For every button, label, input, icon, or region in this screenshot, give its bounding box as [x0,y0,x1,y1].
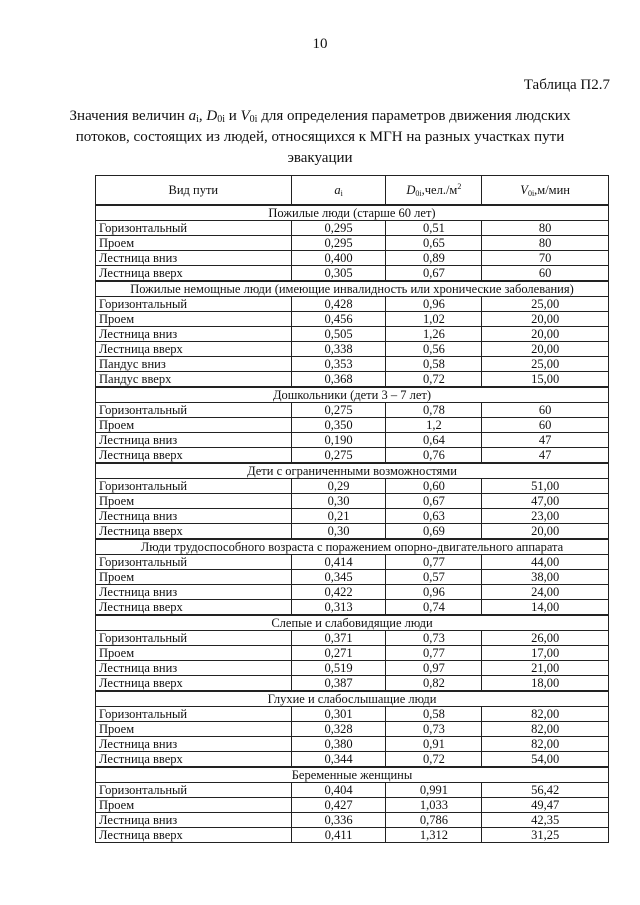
caption-v-subscript: 0i [249,114,258,125]
d-value-cell: 1,312 [386,828,482,843]
table-row [96,312,609,327]
d-value-cell: 0,73 [386,631,482,646]
v-value-cell: 25,00 [482,297,609,312]
v-value-cell: 60 [482,266,609,282]
table-row [96,357,609,372]
d-value-cell: 0,786 [386,813,482,828]
header-path-type: Вид пути [96,176,292,206]
d-value-cell: 0,63 [386,509,482,524]
v-value-cell: 70 [482,251,609,266]
path-type-cell: Лестница вниз [96,509,292,524]
d-value-cell: 0,69 [386,524,482,540]
group-header-row [96,767,609,783]
table-row [96,251,609,266]
group-title: Беременные женщины [96,767,609,783]
table-row [96,418,609,433]
a-value-cell: 0,190 [291,433,386,448]
a-value-cell: 0,414 [291,555,386,570]
header-a-subscript: i [340,189,343,198]
path-type-cell: Горизонтальный [96,783,292,798]
table-body [96,205,609,843]
group-header-row [96,615,609,631]
table-row [96,524,609,540]
path-type-cell: Пандус вниз [96,357,292,372]
group-header-row [96,463,609,479]
header-d-unit: ,чел./м [421,183,458,197]
path-type-cell: Горизонтальный [96,479,292,494]
v-value-cell: 31,25 [482,828,609,843]
a-value-cell: 0,371 [291,631,386,646]
d-value-cell: 0,72 [386,752,482,768]
table-row [96,600,609,616]
d-value-cell: 0,57 [386,570,482,585]
table-row [96,798,609,813]
table-row [96,783,609,798]
a-value-cell: 0,336 [291,813,386,828]
v-value-cell: 26,00 [482,631,609,646]
path-type-cell: Проем [96,646,292,661]
path-type-cell: Лестница вверх [96,448,292,464]
a-value-cell: 0,30 [291,524,386,540]
path-type-cell: Лестница вниз [96,661,292,676]
a-value-cell: 0,301 [291,707,386,722]
path-type-cell: Проем [96,722,292,737]
caption-text-after: для определения параметров движения людских потоков, состоящих из людей, относящихся к МГН на разных участках пути эвакуации [75,108,571,166]
group-title: Пожилые немощные люди (имеющие инвалидность или хронические заболевания) [96,281,609,297]
path-type-cell: Лестница вверх [96,676,292,692]
caption-d-subscript: 0i [217,114,225,125]
v-value-cell: 20,00 [482,327,609,342]
path-type-cell: Проем [96,570,292,585]
v-value-cell: 20,00 [482,312,609,327]
v-value-cell: 51,00 [482,479,609,494]
a-value-cell: 0,271 [291,646,386,661]
v-value-cell: 47 [482,448,609,464]
v-value-cell: 47 [482,433,609,448]
path-type-cell: Горизонтальный [96,403,292,418]
d-value-cell: 0,96 [386,585,482,600]
table-row [96,661,609,676]
a-value-cell: 0,519 [291,661,386,676]
header-v-unit: ,м/мин [534,183,570,197]
d-value-cell: 0,64 [386,433,482,448]
caption-a-subscript: i [196,114,199,125]
caption-comma: , [198,108,207,124]
path-type-cell: Лестница вверх [96,342,292,357]
d-value-cell: 0,67 [386,266,482,282]
page-number: 10 [312,36,328,52]
d-value-cell: 0,991 [386,783,482,798]
group-header-row [96,691,609,707]
table-row [96,403,609,418]
path-type-cell: Горизонтальный [96,707,292,722]
d-value-cell: 0,76 [386,448,482,464]
header-v [482,176,609,206]
v-value-cell: 80 [482,236,609,251]
header-v-symbol: V [520,183,528,197]
header-v-subscript: 0i [527,189,535,198]
table-caption [60,106,580,169]
table-row [96,570,609,585]
v-value-cell: 15,00 [482,372,609,388]
a-value-cell: 0,30 [291,494,386,509]
table-row [96,297,609,312]
caption-text-before: Значения величин [69,108,189,124]
path-type-cell: Горизонтальный [96,555,292,570]
table-row [96,433,609,448]
table-row [96,722,609,737]
a-value-cell: 0,411 [291,828,386,843]
path-type-cell: Проем [96,798,292,813]
table-row [96,737,609,752]
path-type-cell: Лестница вниз [96,433,292,448]
v-value-cell: 60 [482,403,609,418]
v-value-cell: 56,42 [482,783,609,798]
v-value-cell: 17,00 [482,646,609,661]
path-type-cell: Лестница вверх [96,524,292,540]
table-row [96,221,609,236]
v-value-cell: 23,00 [482,509,609,524]
table-row [96,372,609,388]
table-row [96,813,609,828]
v-value-cell: 54,00 [482,752,609,768]
group-title: Люди трудоспособного возраста с поражением опорно-двигательного аппарата [96,539,609,555]
path-type-cell: Горизонтальный [96,221,292,236]
a-value-cell: 0,404 [291,783,386,798]
path-type-cell: Проем [96,236,292,251]
d-value-cell: 0,82 [386,676,482,692]
a-value-cell: 0,505 [291,327,386,342]
v-value-cell: 82,00 [482,737,609,752]
d-value-cell: 0,77 [386,646,482,661]
v-value-cell: 60 [482,418,609,433]
path-type-cell: Лестница вниз [96,585,292,600]
v-value-cell: 82,00 [482,722,609,737]
d-value-cell: 0,97 [386,661,482,676]
table-header-row [96,176,609,206]
d-value-cell: 0,78 [386,403,482,418]
a-value-cell: 0,328 [291,722,386,737]
group-header-row [96,539,609,555]
a-value-cell: 0,428 [291,297,386,312]
header-a-symbol: a [334,183,341,197]
a-value-cell: 0,313 [291,600,386,616]
d-value-cell: 0,72 [386,372,482,388]
table-row [96,327,609,342]
table-row [96,828,609,843]
path-type-cell: Лестница вниз [96,813,292,828]
table-row [96,707,609,722]
a-value-cell: 0,427 [291,798,386,813]
path-type-cell: Проем [96,494,292,509]
table-row [96,479,609,494]
v-value-cell: 82,00 [482,707,609,722]
d-value-cell: 0,65 [386,236,482,251]
table-row [96,752,609,768]
v-value-cell: 18,00 [482,676,609,692]
a-value-cell: 0,380 [291,737,386,752]
header-d-superscript: 2 [457,182,462,191]
d-value-cell: 0,58 [386,707,482,722]
v-value-cell: 25,00 [482,357,609,372]
v-value-cell: 14,00 [482,600,609,616]
a-value-cell: 0,350 [291,418,386,433]
path-type-cell: Горизонтальный [96,631,292,646]
header-d-subscript: 0i [415,189,422,198]
a-value-cell: 0,295 [291,221,386,236]
path-type-cell: Пандус вверх [96,372,292,388]
table-row [96,236,609,251]
a-value-cell: 0,29 [291,479,386,494]
path-type-cell: Проем [96,312,292,327]
d-value-cell: 0,77 [386,555,482,570]
a-value-cell: 0,422 [291,585,386,600]
d-value-cell: 0,96 [386,297,482,312]
a-value-cell: 0,368 [291,372,386,388]
caption-a-symbol: a [188,108,197,124]
d-value-cell: 0,67 [386,494,482,509]
data-table [95,175,609,843]
table-row [96,555,609,570]
group-header-row [96,281,609,297]
table-row [96,448,609,464]
path-type-cell: Лестница вниз [96,737,292,752]
v-value-cell: 44,00 [482,555,609,570]
v-value-cell: 20,00 [482,342,609,357]
path-type-cell: Лестница вверх [96,266,292,282]
v-value-cell: 80 [482,221,609,236]
path-type-cell: Лестница вниз [96,327,292,342]
d-value-cell: 0,51 [386,221,482,236]
path-type-cell: Лестница вверх [96,828,292,843]
v-value-cell: 21,00 [482,661,609,676]
table-row [96,676,609,692]
table-row [96,585,609,600]
table-label: Таблица П2.7 [523,77,610,93]
v-value-cell: 42,35 [482,813,609,828]
caption-v-symbol: V [240,108,250,124]
a-value-cell: 0,275 [291,448,386,464]
group-header-row [96,205,609,221]
v-value-cell: 20,00 [482,524,609,540]
table-row [96,342,609,357]
d-value-cell: 1,02 [386,312,482,327]
d-value-cell: 0,56 [386,342,482,357]
group-title: Слепые и слабовидящие люди [96,615,609,631]
d-value-cell: 0,89 [386,251,482,266]
table-row [96,494,609,509]
group-header-row [96,387,609,403]
header-d-symbol: D [406,183,416,197]
table-row [96,631,609,646]
a-value-cell: 0,295 [291,236,386,251]
a-value-cell: 0,400 [291,251,386,266]
a-value-cell: 0,344 [291,752,386,768]
d-value-cell: 1,033 [386,798,482,813]
table-row [96,509,609,524]
a-value-cell: 0,353 [291,357,386,372]
group-title: Пожилые люди (старше 60 лет) [96,205,609,221]
a-value-cell: 0,275 [291,403,386,418]
path-type-cell: Лестница вверх [96,752,292,768]
d-value-cell: 0,74 [386,600,482,616]
a-value-cell: 0,21 [291,509,386,524]
path-type-cell: Проем [96,418,292,433]
group-title: Дети с ограниченными возможностями [96,463,609,479]
d-value-cell: 0,91 [386,737,482,752]
v-value-cell: 47,00 [482,494,609,509]
d-value-cell: 0,60 [386,479,482,494]
caption-d-symbol: D [206,108,218,124]
a-value-cell: 0,305 [291,266,386,282]
header-a [291,176,386,206]
d-value-cell: 1,2 [386,418,482,433]
a-value-cell: 0,387 [291,676,386,692]
d-value-cell: 1,26 [386,327,482,342]
path-type-cell: Лестница вниз [96,251,292,266]
group-title: Глухие и слабослышащие люди [96,691,609,707]
d-value-cell: 0,73 [386,722,482,737]
caption-and: и [224,108,241,124]
v-value-cell: 49,47 [482,798,609,813]
group-title: Дошкольники (дети 3 – 7 лет) [96,387,609,403]
v-value-cell: 38,00 [482,570,609,585]
a-value-cell: 0,338 [291,342,386,357]
a-value-cell: 0,456 [291,312,386,327]
header-d [386,176,482,206]
d-value-cell: 0,58 [386,357,482,372]
v-value-cell: 24,00 [482,585,609,600]
path-type-cell: Лестница вверх [96,600,292,616]
table-row [96,646,609,661]
table-row [96,266,609,282]
a-value-cell: 0,345 [291,570,386,585]
path-type-cell: Горизонтальный [96,297,292,312]
